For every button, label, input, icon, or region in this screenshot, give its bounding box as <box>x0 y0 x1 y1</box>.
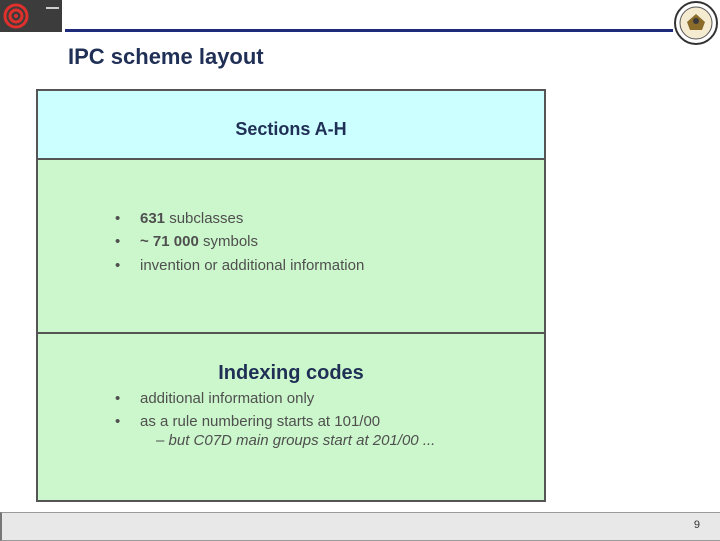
bullet: • <box>115 210 121 227</box>
sections-band <box>38 91 544 160</box>
subclass-label: subclasses <box>165 210 244 227</box>
logo-text-placeholder <box>46 7 59 9</box>
bullet: • <box>115 233 121 251</box>
epo-swirl-icon <box>3 3 29 29</box>
sections-bullets <box>115 207 364 277</box>
indexing-text: as a rule numbering starts at 101/00 <box>140 413 381 431</box>
indexing-bullets <box>115 387 380 434</box>
page-number: 9 <box>693 519 700 531</box>
bullet: • <box>115 256 121 274</box>
epo-logo <box>0 0 62 32</box>
list-item <box>115 207 364 230</box>
divider <box>38 332 544 334</box>
list-item <box>115 387 380 410</box>
symbol-count: ~ 71 000 <box>140 233 199 251</box>
indexing-text: additional information only <box>140 390 315 407</box>
ipc-scheme-frame <box>36 89 546 502</box>
uspto-seal-icon <box>673 0 719 46</box>
sections-title: Sections A-H <box>235 119 347 139</box>
page-title: IPC scheme layout <box>68 44 264 69</box>
information-label: invention or additional information <box>140 256 365 274</box>
footer-bar <box>0 512 720 541</box>
symbol-label: symbols <box>198 233 258 251</box>
bullet: • <box>115 390 121 407</box>
header-rule <box>65 29 673 32</box>
list-item <box>115 410 380 433</box>
indexing-title: Indexing codes <box>218 362 364 384</box>
indexing-sub-item: – but C07D main groups start at 201/00 ... <box>156 432 436 449</box>
bullet: • <box>115 413 121 431</box>
list-item <box>115 230 364 253</box>
subclass-count: 631 <box>140 210 166 227</box>
list-item <box>115 254 364 277</box>
